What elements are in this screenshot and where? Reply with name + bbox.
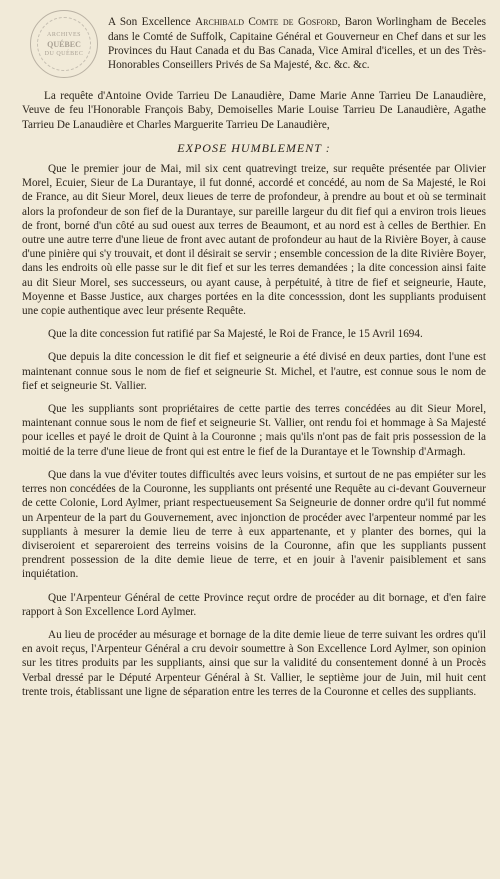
stamp-bottom-text: DU QUÉBEC [44, 50, 84, 57]
petition-intro: La requête d'Antoine Ovide Tarrieu De Lanaudière, Dame Marie Anne Tarrieu De Lanaudière, Veuve de feu l'Honorable François Baby, Demoiselles Marie Louise Tarrieu De Lanaudière, Agathe Tarrieu De Lanaudière et Charles Marguerite Tarrieu De Lanaudière, [22, 89, 486, 131]
section-heading: EXPOSE HUMBLEMENT : [177, 141, 331, 156]
address-rest: , Baron Worlingham de Beceles dans le Comté de Suffolk, Capitaine Général et Gouverneur en Chef dans et sur les Provinces du Haut Canada et du Bas Canada, Vice Amiral d'icelles, et un des Très-Honorables Conseillers Privés de Sa Majesté, &c. &c. &c. [108, 16, 487, 72]
paragraph-2: Que la dite concession fut ratifié par Sa Majesté, le Roi de France, le 15 Avril 1694. [48, 328, 423, 341]
paragraph-5: Que dans la vue d'éviter toutes difficultés avec leurs voisins, et surtout de ne pas empiéter sur les terres non concédées de la Couronne, les suppliants ont présenté une Requête au ci-devant Gouverneur de cette Colonie, Lord Aylmer, priant respectueusement Sa Seigneurie de donner ordre qu'il fut nommé un Arpenteur de la part du Gouvernement, avec injonction de procéder avec l'arpenteur nommé par les suppliants à mesurer la demie lieu de terre à eux appartenante, et y planter des bornes, qui la diviseroient et separeroient des terreins voisins de la Couronne, afin que les suppliants pussent prendrent possession de la dite demie lieue de terre, et en jouir à l'avenir paisiblement et sans inquiétation. [22, 468, 486, 581]
paragraph-7: Au lieu de procéder au mésurage et bornage de la dite demie lieue de terre suivant les ordres qu'il en avoit reçus, l'Arpenteur Général a cru devoir soumettre à Son Excellence Lord Aylmer, son opinion sur les titres produits par les suppliants, ainsi que sur la validité du consentement donné à un Procès Verbal dressé par le Député Arpenteur Général à St. Vallier, le septième jour de Juin, mil huit cent trente trois, établissant une ligne de séparation entre les terres de la Couronne et celles des suppliants. [22, 628, 486, 698]
archive-stamp [30, 10, 98, 78]
address-prefix: A Son Excellence [108, 16, 196, 29]
stamp-top-text: ARCHIVES [46, 31, 81, 38]
paragraph-4: Que les suppliants sont propriétaires de cette partie des terres concédées au dit Sieur Morel, maintenant connue sous le nom de fief et seigneurie St. Vallier, ont rendu foi et hommage à Sa Majesté pour icelles et payé le droit de Quint à la Couronne ; mais qu'ils n'ont pas de fait pris possession de la moitié de la terre d'une lieue de front qui est entre le fief de la Durantaye et le Township d'Armagh. [22, 403, 486, 458]
address-block [108, 15, 486, 73]
archive-stamp-inner [37, 17, 91, 71]
paragraph-1: Que le premier jour de Mai, mil six cent quatrevingt treize, sur requête présentée par Olivier Morel, Ecuier, Sieur de La Durantaye, il fut donné, accordé et concédé, au nom de Sa Majesté, le Roi de France, au dit Sieur Morel, deux lieues de terre de profondeur, à prendre au bout et où se terminait alors la profondeur de son fief de la Durantaye, sur pareille largeur du dit fief qui a environ trois lieues de front, borné d'un côté au sud ouest aux terres de Beaumont, et au nord est à celles de Berthier. En outre une autre terre d'une lieue de front avec autant de profondeur au haut de la Rivière Boyer, à cause d'une pinière qui s'y trouvait, et dont il désirait se servir ; ensemble concession de la dite Rivière Boyer, dans les endroits où elle passe sur le dit fief et sur les terres demandées ; la dite concession ainsi faite au dit Sieur Morel, ses successeurs, ou ayant cause, à perpétuité, à titre de fief et seigneurie, Haute, Moyenne et Basse Justice, aux charges portées en la dite concesssion, dont les suppliants produisent une copie authentique avec leur présente Requête. [22, 163, 486, 318]
stamp-middle-text: QUÉBEC [47, 39, 81, 49]
address-name: Archibald Comte de Gosford [195, 16, 338, 29]
paragraph-6: Que l'Arpenteur Général de cette Province reçut ordre de procéder au dit bornage, et d'en faire rapport à Son Excellence Lord Aylmer. [22, 591, 486, 618]
paragraph-3: Que depuis la dite concession le dit fief et seigneurie a été divisé en deux parties, dont l'une est maintenant connue sous le nom de fief et seigneurie St. Michel, et l'autre, est connue sous le nom de fief et seigneurie St. Vallier. [22, 351, 486, 392]
